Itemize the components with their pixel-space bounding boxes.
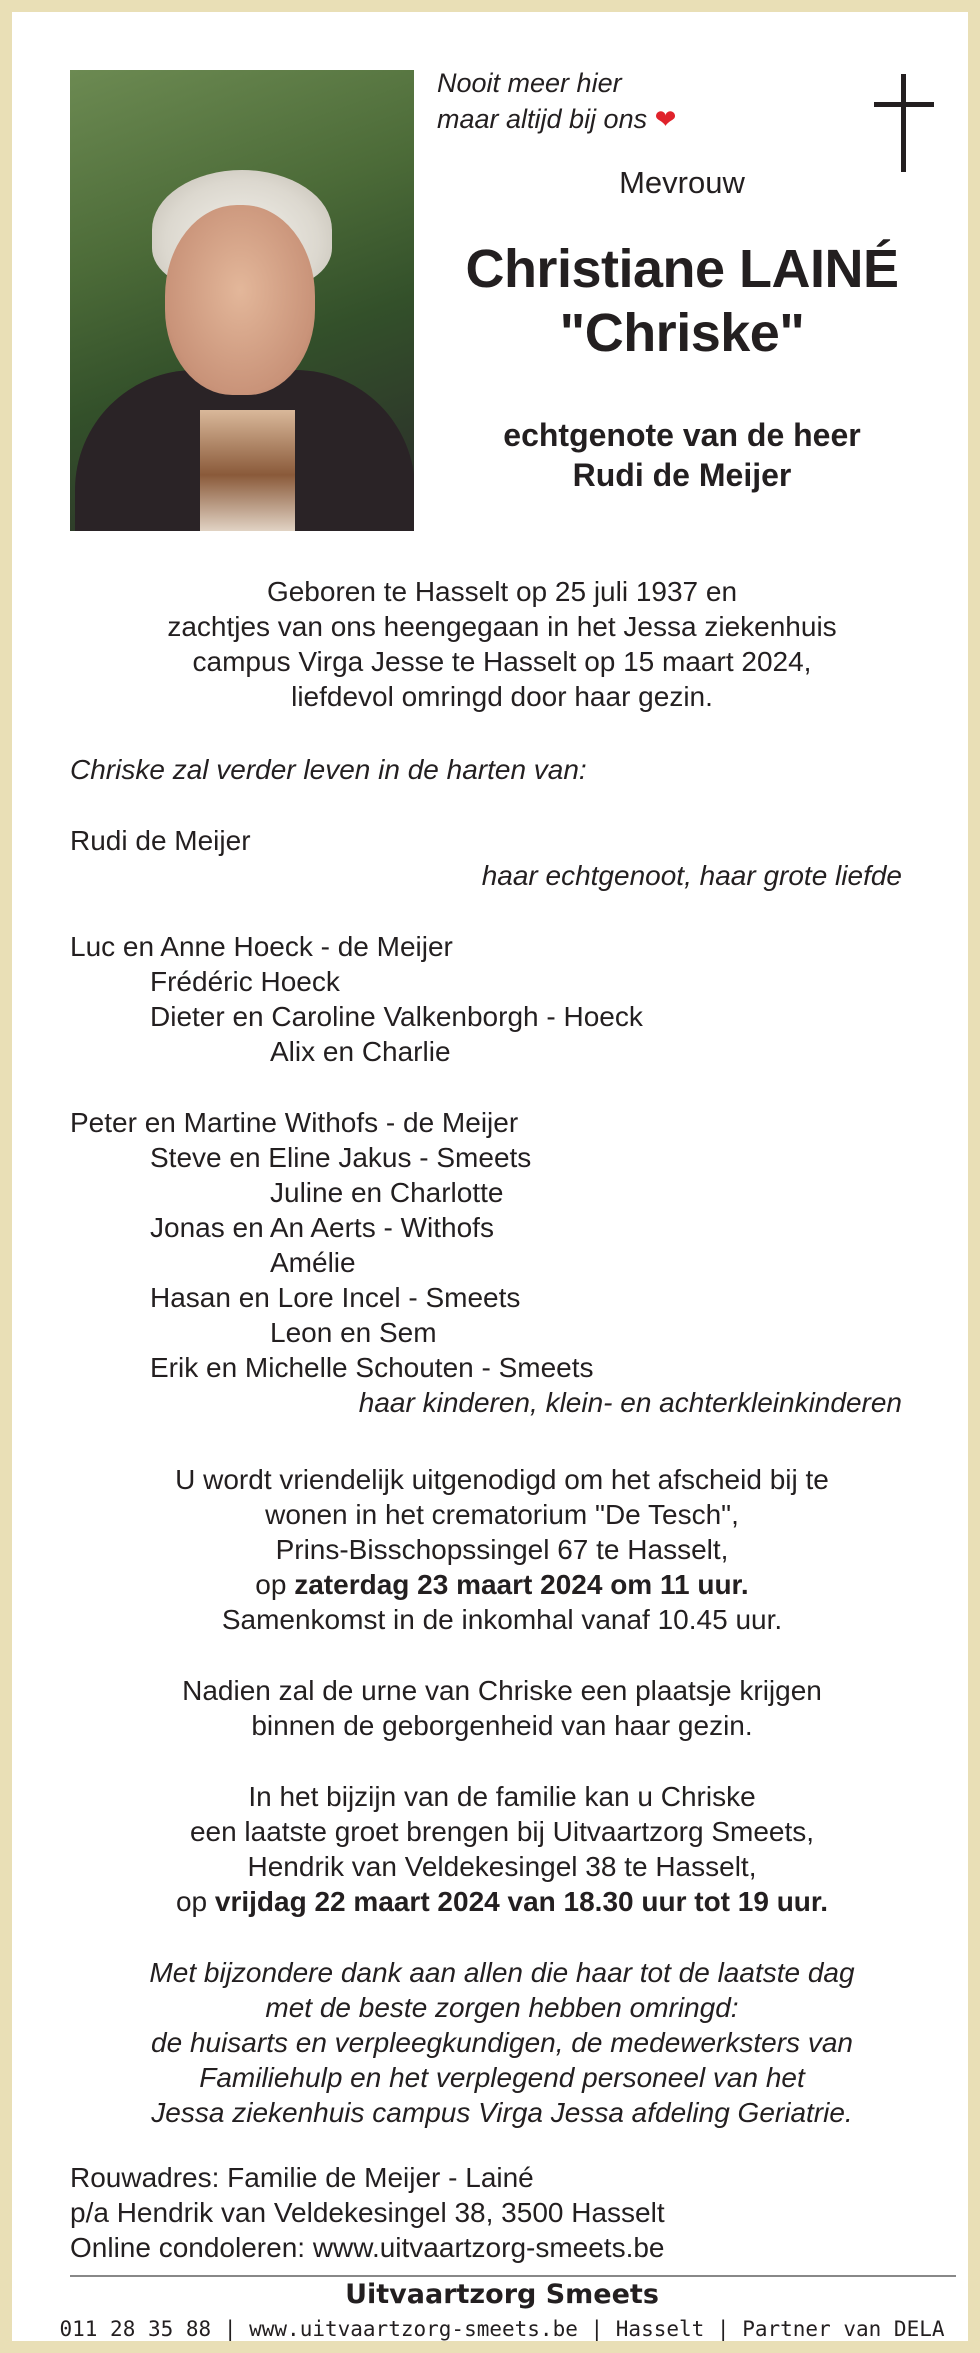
urn-line-1: Nadien zal de urne van Chriske een plaatsje krijgen [182, 1675, 822, 1706]
heart-icon: ❤ [654, 104, 677, 134]
ceremony-line-2: wonen in het crematorium "De Tesch", [265, 1499, 739, 1530]
address-line-2: p/a Hendrik van Veldekesingel 38, 3500 Hasselt [70, 2197, 665, 2228]
viewing-line-1: In het bijzijn van de familie kan u Chriske [248, 1781, 756, 1812]
ceremony-date: zaterdag 23 maart 2024 om 11 uur. [294, 1569, 749, 1600]
footer-divider [70, 2275, 956, 2277]
urn-line-2: binnen de geborgenheid van haar gezin. [251, 1710, 753, 1741]
title: Mevrouw [619, 165, 745, 200]
viewing-line-3: Hendrik van Veldekesingel 38 te Hasselt, [247, 1851, 757, 1882]
funeral-home-name: Uitvaartzorg Smeets [345, 2279, 659, 2310]
viewing-line-4 [12, 1884, 980, 1919]
ceremony-line-4 [12, 1567, 980, 1602]
family-dieter: Dieter en Caroline Valkenborgh - Hoeck [150, 1001, 643, 1032]
spouse [432, 415, 932, 495]
spouse-line-2: Rudi de Meijer [572, 457, 792, 493]
family-husband: Rudi de Meijer [70, 825, 251, 856]
thanks-line-1: Met bijzondere dank aan allen die haar tot de laatste dag [149, 1957, 855, 1988]
children-role: haar kinderen, klein- en achterkleinkinderen [358, 1387, 902, 1418]
name-line-2: "Chriske" [559, 303, 805, 363]
ceremony-line-1: U wordt vriendelijk uitgenodigd om het afscheid bij te [175, 1464, 829, 1495]
thanks-line-4: Familiehulp en het verplegend personeel van het [199, 2062, 805, 2093]
family-juline: Juline en Charlotte [270, 1177, 504, 1208]
thanks-line-5: Jessa ziekenhuis campus Virga Jessa afdeling Geriatrie. [151, 2097, 853, 2128]
birth-line-3: campus Virga Jesse te Hasselt op 15 maart 2024, [192, 646, 812, 677]
family-peter: Peter en Martine Withofs - de Meijer [70, 1107, 519, 1138]
ceremony-line-5: Samenkomst in de inkomhal vanaf 10.45 uur. [221, 1604, 783, 1635]
latin-cross-icon [874, 74, 934, 172]
spouse-line-1: echtgenote van de heer [503, 417, 861, 453]
family-jonas: Jonas en An Aerts - Withofs [150, 1212, 494, 1243]
birth-line-1: Geboren te Hasselt op 25 juli 1937 en [266, 576, 738, 607]
intro-line: Chriske zal verder leven in de harten van: [70, 754, 587, 785]
portrait-photo [70, 70, 414, 531]
husband-role: haar echtgenoot, haar grote liefde [481, 860, 902, 891]
funeral-home-info: 011 28 35 88 | www.uitvaartzorg-smeets.be | Hasselt | Partner van DELA [59, 2317, 945, 2341]
birth-line-4: liefdevol omringd door haar gezin. [291, 681, 713, 712]
thanks-line-2: met de beste zorgen hebben omringd: [265, 1992, 739, 2023]
viewing-date: vrijdag 22 maart 2024 van 18.30 uur tot 19 uur. [214, 1886, 829, 1917]
deceased-name [432, 237, 932, 365]
family-erik: Erik en Michelle Schouten - Smeets [150, 1352, 594, 1383]
family-frederic: Frédéric Hoeck [150, 966, 340, 997]
family-hasan: Hasan en Lore Incel - Smeets [150, 1282, 521, 1313]
thanks-line-3: de huisarts en verpleegkundigen, de medewerksters van [151, 2027, 853, 2058]
quote-line-1: Nooit meer hier [437, 68, 622, 98]
family-steve: Steve en Eline Jakus - Smeets [150, 1142, 532, 1173]
family-leon: Leon en Sem [270, 1317, 437, 1348]
birth-line-2: zachtjes van ons heengegaan in het Jessa ziekenhuis [167, 611, 837, 642]
family-luc: Luc en Anne Hoeck - de Meijer [70, 931, 453, 962]
quote-line-2: maar altijd bij ons [437, 104, 648, 134]
address-line-1: Rouwadres: Familie de Meijer - Lainé [70, 2162, 534, 2193]
memorial-quote [437, 65, 676, 137]
address-line-3: Online condoleren: www.uitvaartzorg-smeets.be [70, 2232, 665, 2263]
viewing-line-2: een laatste groet brengen bij Uitvaartzorg Smeets, [189, 1816, 815, 1847]
name-line-1: Christiane LAINÉ [465, 239, 899, 299]
viewing-date-prefix: op [175, 1886, 215, 1917]
ceremony-date-prefix: op [255, 1569, 295, 1600]
family-amelie: Amélie [270, 1247, 356, 1278]
ceremony-line-3: Prins-Bisschopssingel 67 te Hasselt, [275, 1534, 729, 1565]
family-alix: Alix en Charlie [270, 1036, 451, 1067]
